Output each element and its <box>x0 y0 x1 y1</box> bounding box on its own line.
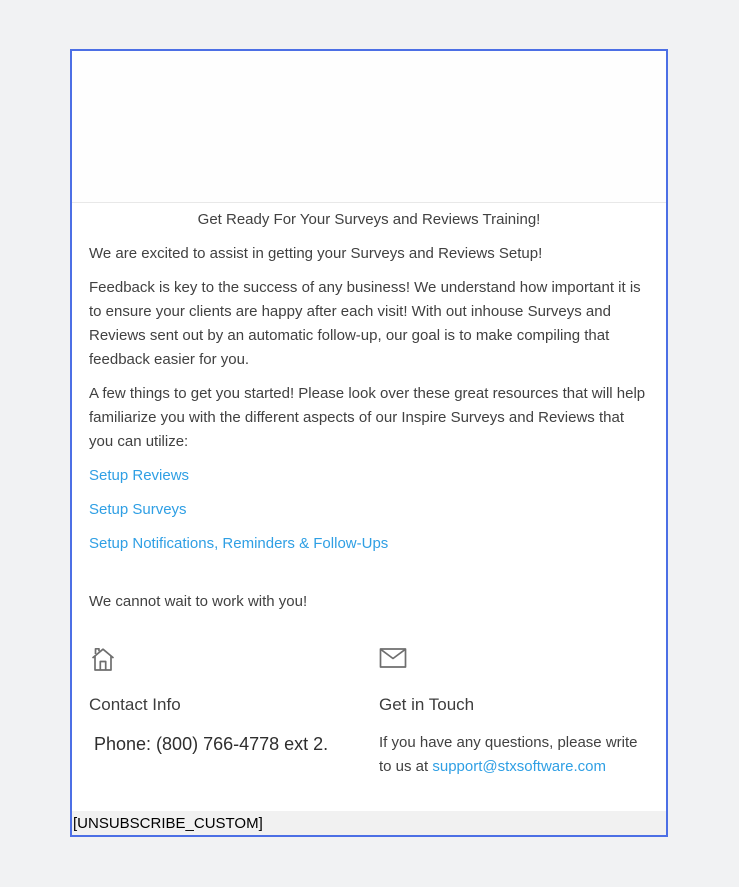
link-setup-surveys[interactable]: Setup Surveys <box>89 501 187 518</box>
email-body-container[interactable] <box>70 49 668 837</box>
link-setup-reviews[interactable]: Setup Reviews <box>89 467 190 484</box>
envelope-icon <box>379 644 649 681</box>
contact-info-column <box>89 644 379 779</box>
link-setup-notifications[interactable]: Setup Notifications, Reminders & Follow-Ups <box>89 535 389 552</box>
get-in-touch-text <box>379 731 649 779</box>
home-icon <box>89 644 379 681</box>
support-email-link[interactable]: support@stxsoftware.com <box>432 758 606 775</box>
paragraph-intro: We are excited to assist in getting your Surveys and Reviews Setup! <box>89 245 543 262</box>
phone-number: Phone: (800) 766-4778 ext 2. <box>94 734 329 754</box>
email-title: Get Ready For Your Surveys and Reviews Training! <box>197 211 541 228</box>
empty-line <box>89 566 649 590</box>
email-content <box>72 203 666 779</box>
get-in-touch-column <box>379 644 649 779</box>
get-in-touch-message: If you have any questions, please write to us at <box>379 734 638 775</box>
paragraph-resources: A few things to get you started! Please look over these great resources that will help familiarize you with the different aspects of our Inspire Surveys and Reviews that you can utilize: <box>89 385 646 450</box>
footer-columns <box>89 644 649 779</box>
header-image-placeholder <box>72 51 666 203</box>
closing-line: We cannot wait to work with you! <box>89 593 308 610</box>
contact-info-heading: Contact Info <box>89 695 181 714</box>
paragraph-feedback: Feedback is key to the success of any business! We understand how important it is to ensure your clients are happy after each visit! With out inhouse Surveys and Reviews sent out by an automatic follow-up, our goal is to make compiling that feedback easier for you. <box>89 279 641 368</box>
get-in-touch-heading: Get in Touch <box>379 695 475 714</box>
unsubscribe-merge-tag: [UNSUBSCRIBE_CUSTOM] <box>72 811 666 835</box>
